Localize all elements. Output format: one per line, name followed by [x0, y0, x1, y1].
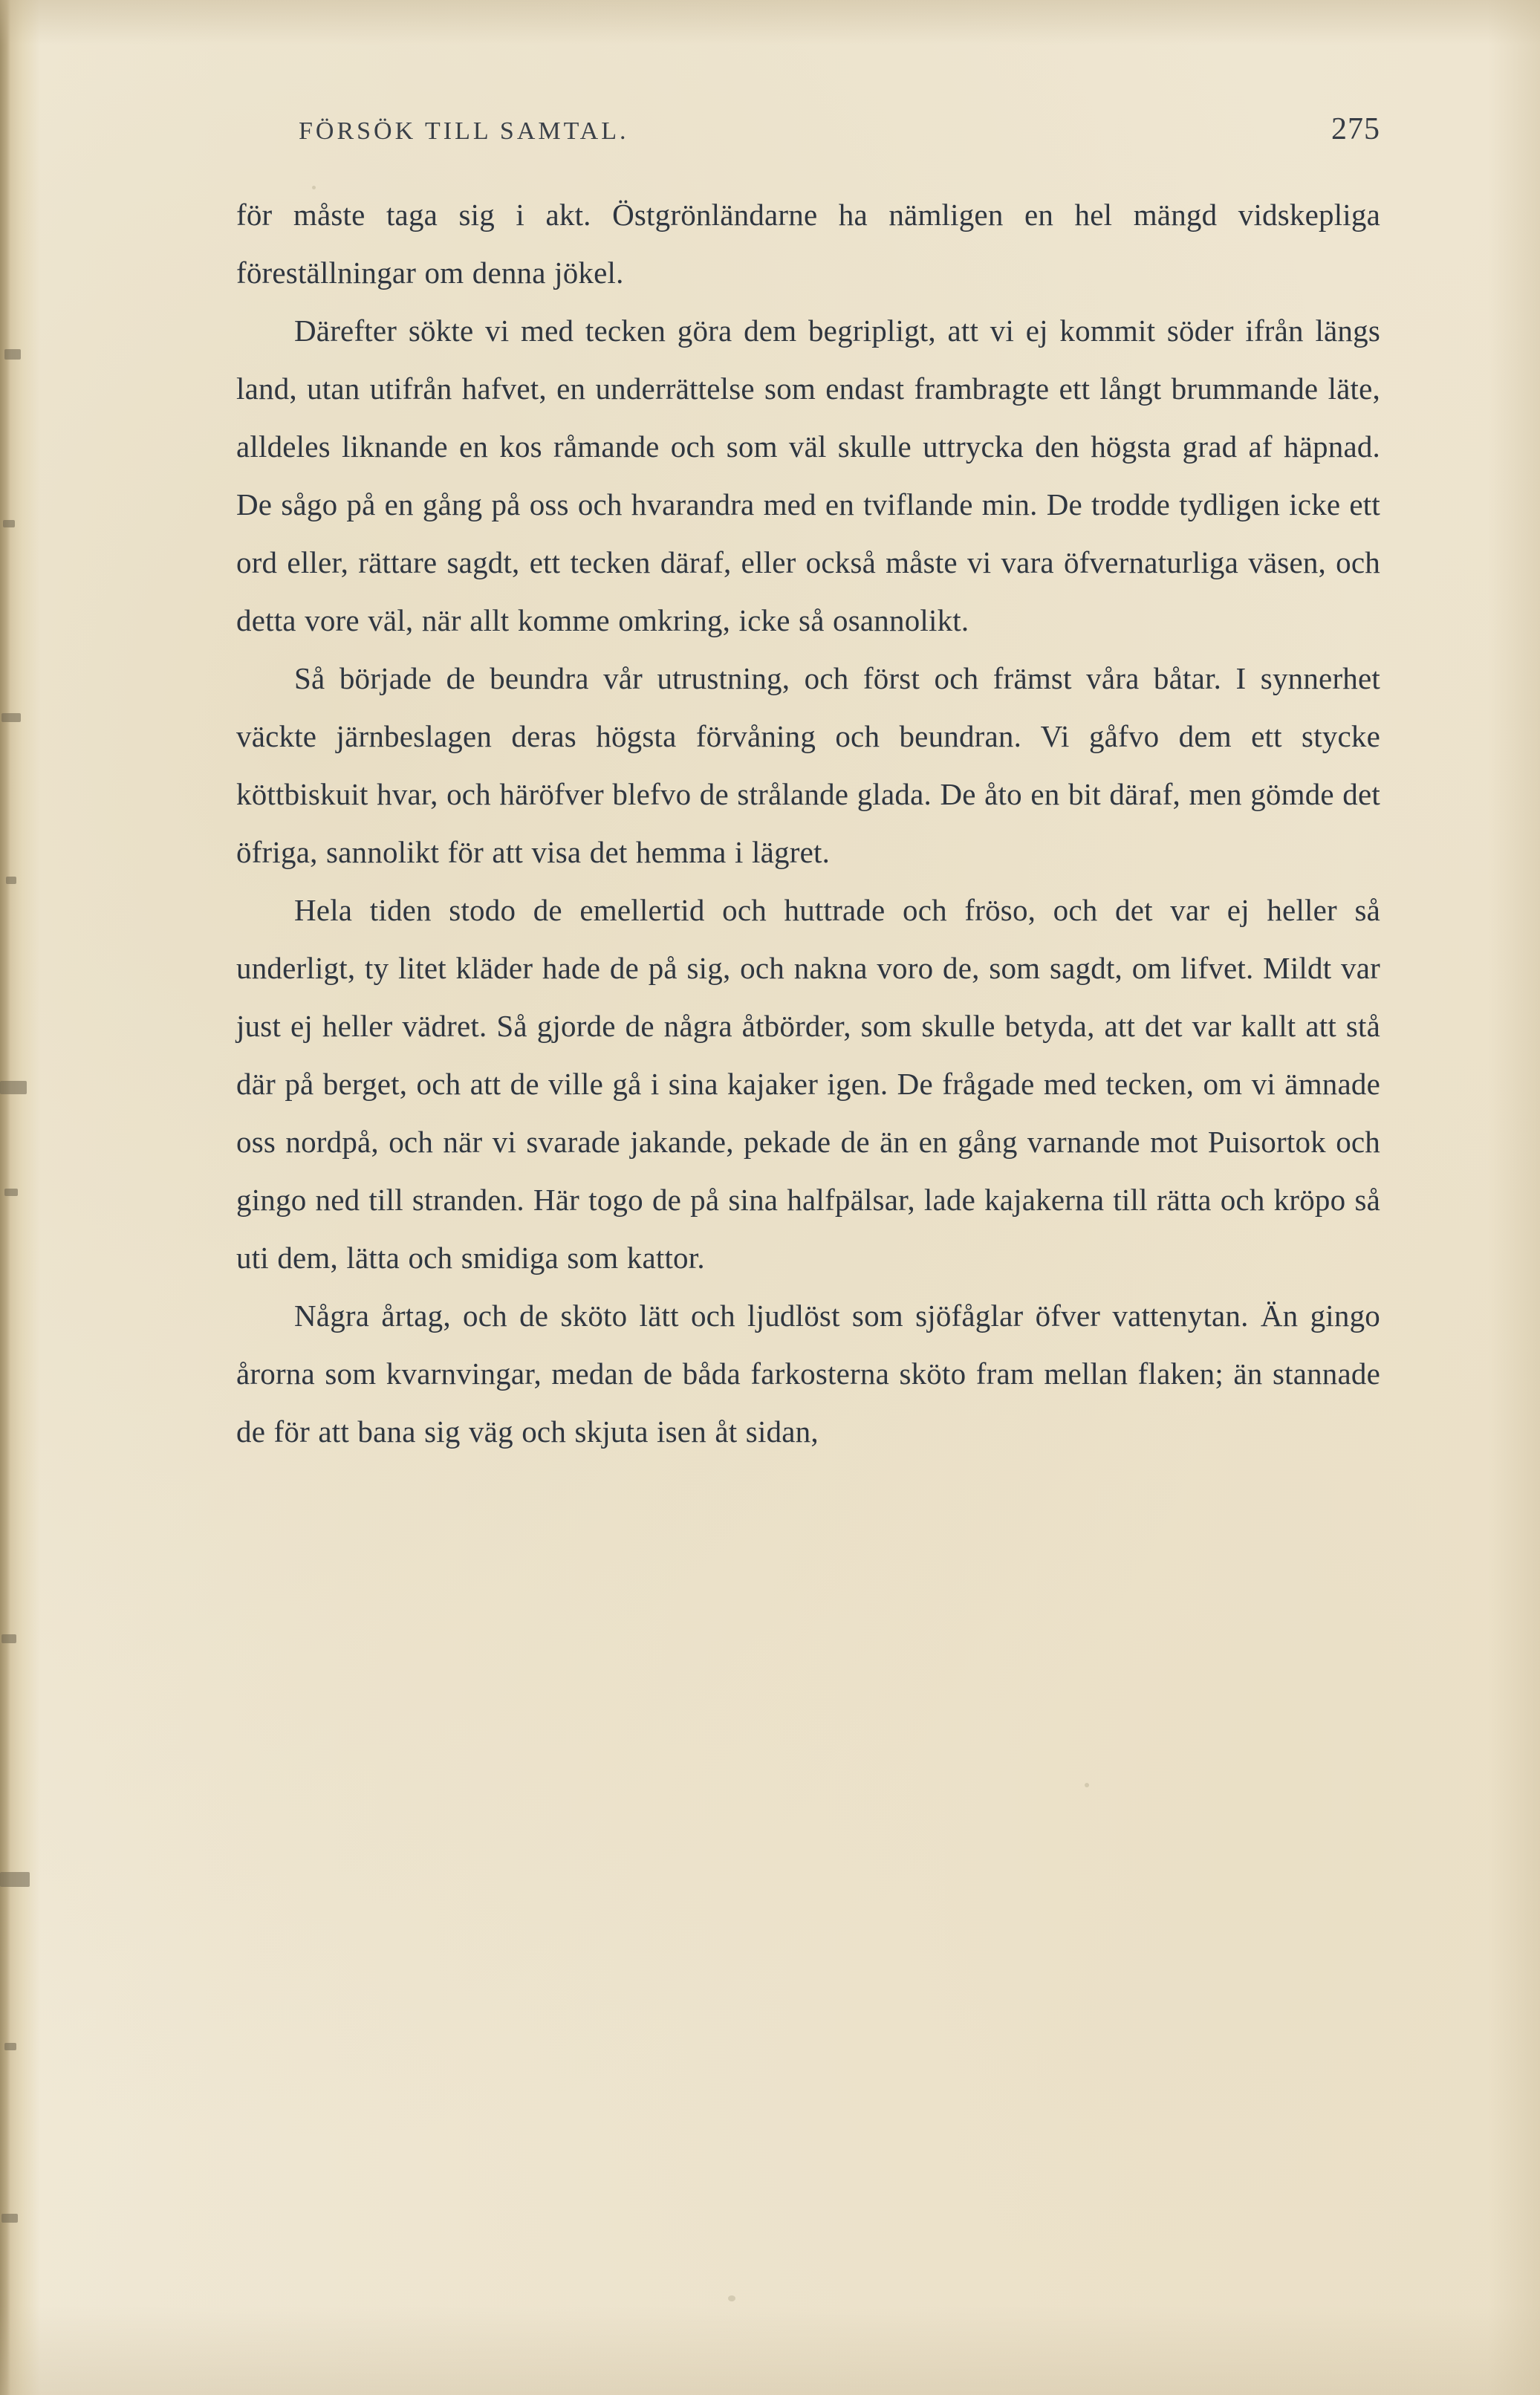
- page-content: [236, 111, 1380, 1460]
- binding-mark: [4, 1189, 18, 1196]
- paper-speck: [1085, 1783, 1089, 1787]
- binding-mark: [1, 2214, 18, 2223]
- paragraph: Några årtag, och de sköto lätt och ljudlöst som sjöfåglar öfver vattenytan. Än gingo årorna som kvarnvingar, medan de båda farkosterna sköto fram mellan flaken; än stannade de för att bana sig väg och skjuta isen åt sidan,: [236, 1299, 1380, 1449]
- running-head: FÖRSÖK TILL SAMTAL.: [299, 117, 629, 145]
- binding-mark: [0, 1081, 27, 1094]
- binding-mark: [4, 349, 21, 360]
- page-number: 275: [1331, 112, 1380, 146]
- binding-mark: [4, 2043, 16, 2050]
- binding-mark: [1, 713, 21, 722]
- body-text: [236, 186, 1380, 1460]
- paper-speck: [728, 2295, 735, 2301]
- binding-mark: [3, 520, 15, 527]
- paragraph: Därefter sökte vi med tecken göra dem begripligt, att vi ej kommit söder ifrån längs land, utan utifrån hafvet, en underrättelse som endast frambragte ett långt brummande läte, alldeles liknande en kos råmande och som väl skulle uttrycka den högsta grad af häpnad. De sågo på en gång på oss och hvarandra med en tviflande min. De trodde tydligen icke ett ord eller, rättare sagdt, ett tecken däraf, eller också måste vi vara öfvernaturliga väsen, och detta vore väl, när allt komme omkring, icke så osannolikt.: [236, 313, 1380, 637]
- paragraph: Hela tiden stodo de emellertid och huttrade och fröso, och det var ej heller så underligt, ty litet kläder hade de på sig, och nakna voro de, som sagdt, om lifvet. Mildt var just ej heller vädret. Så gjorde de några åtbörder, som skulle betyda, att det var kallt att stå där på berget, och att de ville gå i sina kajaker igen. De frågade med tecken, om vi ämnade oss nordpå, och när vi svarade jakande, pekade de än en gång varnande mot Puisortok och gingo ned till stranden. Här togo de på sina halfpälsar, lade kajakerna till rätta och kröpo så uti dem, lätta och smidiga som kattor.: [236, 893, 1380, 1275]
- binding-mark: [1, 1634, 16, 1643]
- paragraph: för måste taga sig i akt. Östgrönländarne ha nämligen en hel mängd vidskepliga föreställningar om denna jökel.: [236, 198, 1380, 290]
- page-header: [236, 111, 1380, 147]
- page-bottom-shading: [0, 2306, 1540, 2395]
- page-right-shading: [1488, 0, 1540, 2395]
- binding-mark: [6, 877, 16, 884]
- paragraph: Så började de beundra vår utrustning, och först och främst våra båtar. I synnerhet väckte järnbeslagen deras högsta förvåning och beundran. Vi gåfvo dem ett stycke köttbiskuit hvar, och häröfver blefvo de strålande glada. De åto en bit däraf, men gömde det öfriga, sannolikt för att visa det hemma i lägret.: [236, 661, 1380, 869]
- binding-mark: [0, 1872, 30, 1887]
- page-top-shading: [0, 0, 1540, 45]
